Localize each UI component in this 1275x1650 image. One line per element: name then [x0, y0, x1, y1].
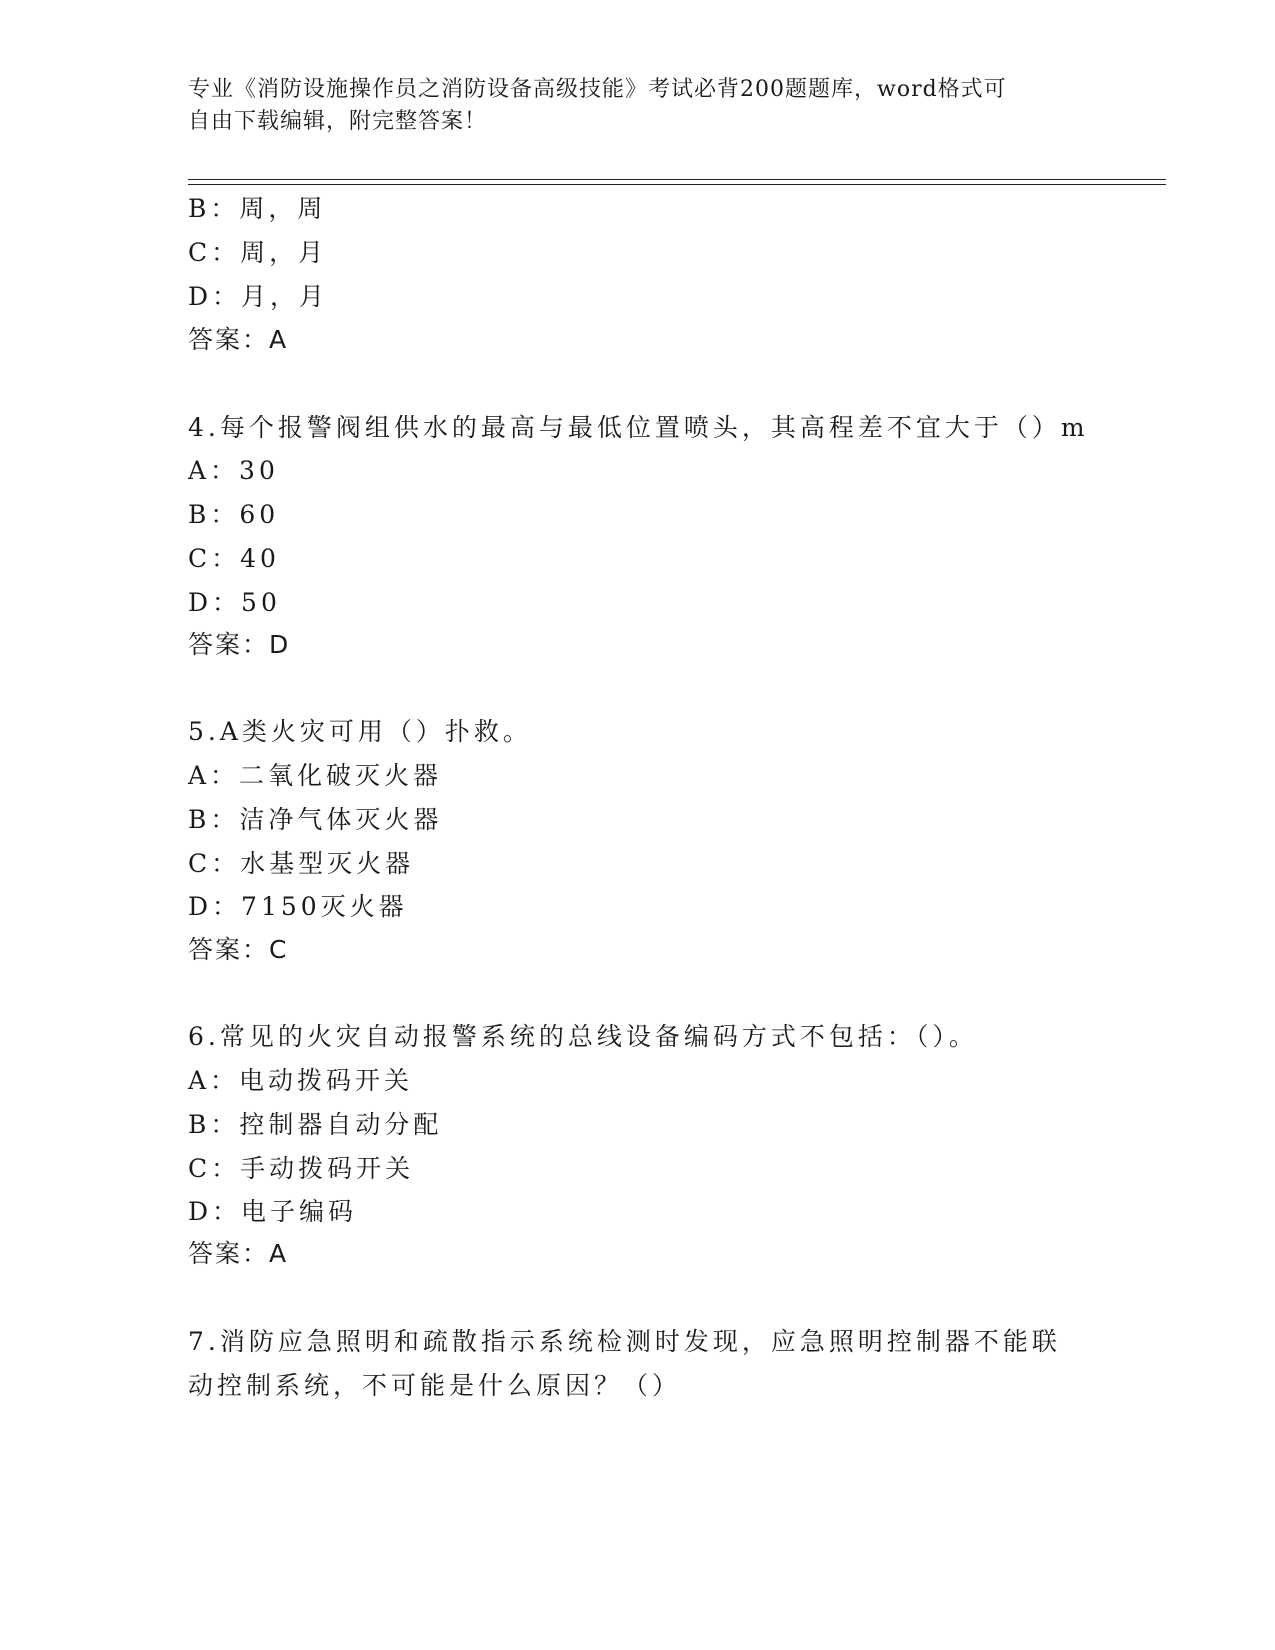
- document-header: [188, 74, 1088, 138]
- q7-question-line-1: 7.消防应急照明和疏散指示系统检测时发现，应急照明控制器不能联: [188, 1327, 1061, 1356]
- q5-option-a: A：二氧化破灭火器: [188, 761, 443, 790]
- q3-answer: 答案：A: [188, 325, 289, 354]
- q4-option-c: C：40: [188, 544, 280, 573]
- q5-option-b: B：洁净气体灭火器: [188, 805, 443, 834]
- q4-question: 4.每个报警阀组供水的最高与最低位置喷头，其高程差不宜大于（）m: [188, 413, 1089, 442]
- q5-option-d: D：7150灭火器: [188, 892, 408, 921]
- header-line-1: 专业《消防设施操作员之消防设备高级技能》考试必背200题题库，word格式可: [188, 77, 1007, 102]
- header-line-2: 自由下载编辑，附完整答案！: [188, 109, 488, 134]
- q6-answer: 答案：A: [188, 1239, 289, 1268]
- q3-option-c: C：周，月: [188, 238, 328, 267]
- q6-option-d: D：电子编码: [188, 1197, 358, 1226]
- q4-option-a: A：30: [188, 456, 279, 485]
- q4-answer: 答案：D: [188, 630, 291, 659]
- q3-option-d: D：月，月: [188, 282, 329, 311]
- q3-option-b: B：周，周: [188, 194, 327, 223]
- q6-option-b: B：控制器自动分配: [188, 1110, 443, 1139]
- q7-question-line-2: 动控制系统，不可能是什么原因？（）: [188, 1371, 682, 1400]
- q5-option-c: C：水基型灭火器: [188, 849, 415, 878]
- header-divider-bottom: [188, 184, 1166, 185]
- q4-option-b: B：60: [188, 500, 280, 529]
- q6-option-c: C：手动拨码开关: [188, 1154, 415, 1183]
- q4-option-d: D：50: [188, 588, 281, 617]
- header-divider-top: [188, 179, 1166, 180]
- q5-answer: 答案：C: [188, 935, 289, 964]
- q6-question: 6.常见的火灾自动报警系统的总线设备编码方式不包括：（）。: [188, 1022, 978, 1051]
- q5-question: 5.A类火灾可用（）扑救。: [188, 717, 532, 746]
- q6-option-a: A：电动拨码开关: [188, 1066, 414, 1095]
